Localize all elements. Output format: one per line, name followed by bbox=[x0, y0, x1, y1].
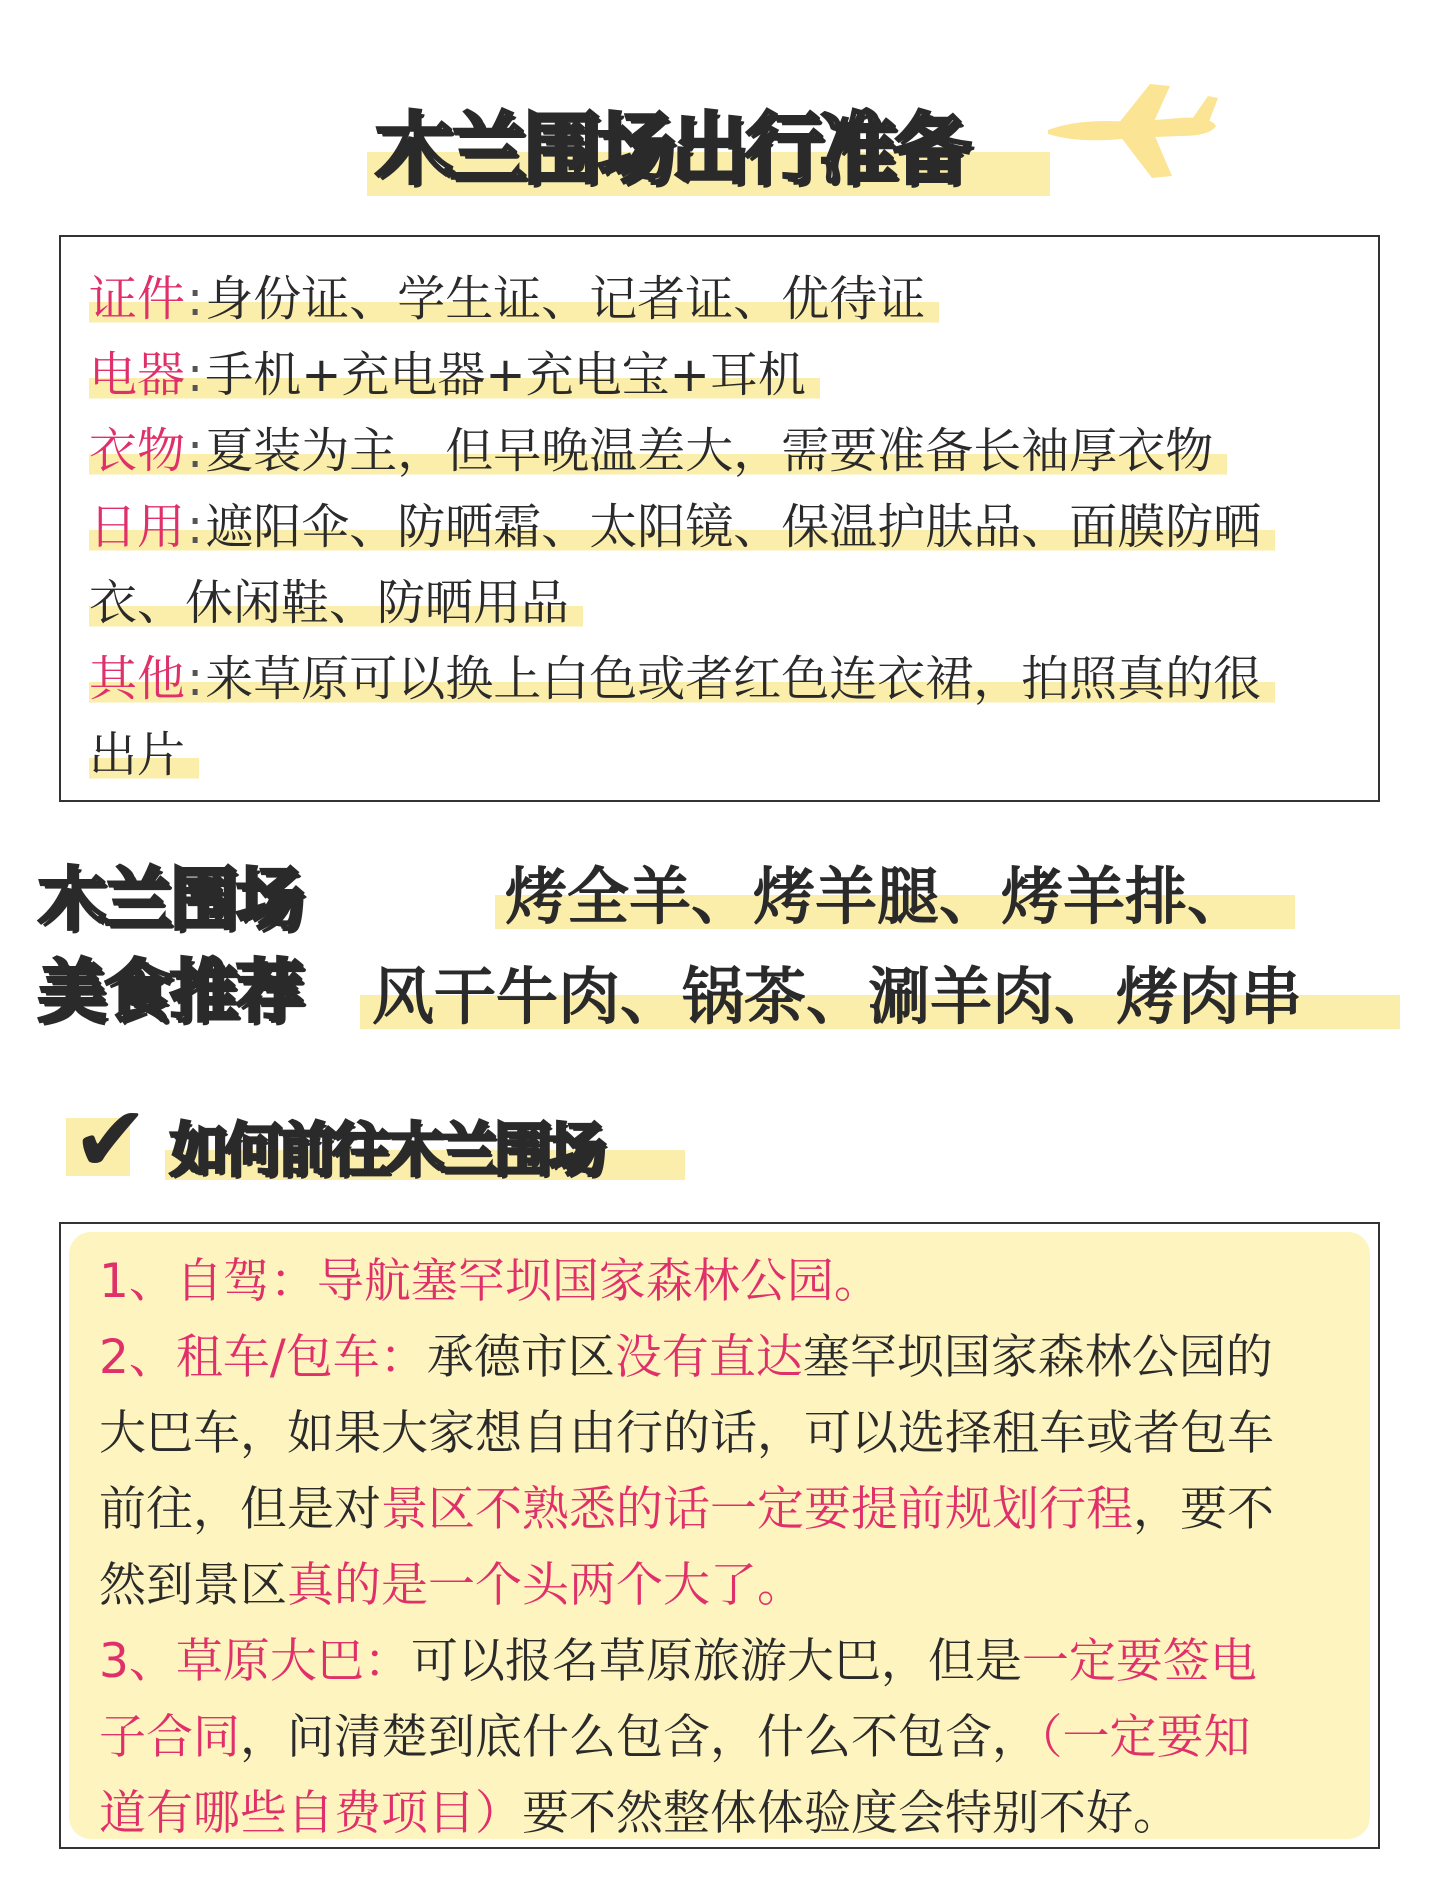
prep-item-daily bbox=[89, 489, 1275, 565]
prep-item-other bbox=[89, 641, 1275, 717]
route-text: ，问清楚到底什么包含，什么不包含， bbox=[240, 1710, 1039, 1765]
prep-box bbox=[59, 235, 1380, 802]
prep-item-other-cont bbox=[89, 717, 199, 793]
food-list-line2: 风干牛肉、锅茶、涮羊肉、烤肉串 bbox=[372, 960, 1303, 1033]
route-emphasis: 一定要签电 bbox=[1021, 1634, 1257, 1689]
route-line-4 bbox=[99, 1472, 1274, 1548]
route-text: 塞罕坝国家森林公园的 bbox=[802, 1330, 1273, 1385]
route-heading: 如何前往木兰围场 bbox=[170, 1116, 603, 1184]
prep-text: 遮阳伞、防晒霜、太阳镜、保温护肤品、面膜防晒 bbox=[205, 499, 1262, 555]
prep-item-clothes bbox=[89, 413, 1227, 489]
colon: : bbox=[187, 423, 204, 479]
prep-text: 身份证、学生证、记者证、优待证 bbox=[205, 271, 926, 327]
food-title-line2: 美食推荐 bbox=[38, 953, 303, 1032]
prep-title: 木兰围场出行准备 bbox=[375, 105, 968, 195]
route-emphasis: 道有哪些自费项目） bbox=[99, 1786, 522, 1841]
route-emphasis: （一定要知 bbox=[1039, 1710, 1251, 1765]
airplane-icon bbox=[1040, 78, 1220, 188]
prep-text: 出片 bbox=[89, 727, 199, 783]
route-line-3 bbox=[99, 1396, 1274, 1472]
route-line-2 bbox=[99, 1320, 1273, 1396]
colon: : bbox=[187, 271, 204, 327]
prep-item-documents bbox=[89, 261, 939, 337]
route-text: 然到景区 bbox=[99, 1558, 287, 1613]
prep-text: 夏装为主，但早晚温差大，需要准备长袖厚衣物 bbox=[205, 423, 1214, 479]
prep-text: 手机+充电器+充电宝+耳机 bbox=[205, 347, 806, 403]
route-emphasis: 子合同 bbox=[99, 1710, 240, 1765]
prep-label: 衣物 bbox=[89, 423, 186, 479]
prep-label: 其他 bbox=[89, 651, 186, 707]
prep-text: 衣、休闲鞋、防晒用品 bbox=[89, 575, 583, 631]
route-text: 大巴车，如果大家想自由行的话，可以选择租车或者包车 bbox=[99, 1406, 1274, 1461]
route-label: 2、租车/包车： bbox=[99, 1330, 427, 1385]
route-box-background bbox=[69, 1232, 1370, 1839]
colon: : bbox=[187, 499, 204, 555]
route-emphasis: 真的是一个头两个大了。 bbox=[287, 1558, 804, 1613]
route-text: 可以报名草原旅游大巴，但是 bbox=[410, 1634, 1022, 1689]
checkmark-icon: ✔ bbox=[72, 1086, 150, 1193]
route-line-6 bbox=[99, 1624, 1257, 1700]
prep-label: 电器 bbox=[89, 347, 186, 403]
colon: : bbox=[187, 347, 204, 403]
route-text: 前往，但是对 bbox=[99, 1482, 381, 1537]
prep-item-daily-cont bbox=[89, 565, 583, 641]
route-text: 承德市区 bbox=[426, 1330, 615, 1385]
food-title-line1: 木兰围场 bbox=[38, 861, 303, 940]
route-text: 导航塞罕坝国家森林公园。 bbox=[316, 1254, 881, 1309]
route-line-5 bbox=[99, 1548, 804, 1624]
prep-label: 日用 bbox=[89, 499, 186, 555]
route-emphasis: 没有直达 bbox=[614, 1330, 803, 1385]
prep-text: 来草原可以换上白色或者红色连衣裙，拍照真的很 bbox=[205, 651, 1262, 707]
route-emphasis: 景区不熟悉的话一定要提前规划行程 bbox=[381, 1482, 1133, 1537]
route-line-7 bbox=[99, 1700, 1251, 1776]
route-label: 3、草原大巴： bbox=[99, 1634, 411, 1689]
prep-label: 证件 bbox=[89, 271, 186, 327]
food-title bbox=[38, 855, 368, 1039]
route-text: ，要不 bbox=[1133, 1482, 1274, 1537]
food-list-line1: 烤全羊、烤羊腿、烤羊排、 bbox=[505, 860, 1250, 933]
route-box bbox=[59, 1222, 1380, 1849]
route-line-8 bbox=[99, 1776, 1180, 1852]
route-label: 1、自驾： bbox=[99, 1254, 317, 1309]
route-text: 要不然整体体验度会特别不好。 bbox=[522, 1786, 1180, 1841]
colon: : bbox=[187, 651, 204, 707]
route-line-1 bbox=[99, 1244, 881, 1320]
prep-item-electronics bbox=[89, 337, 820, 413]
